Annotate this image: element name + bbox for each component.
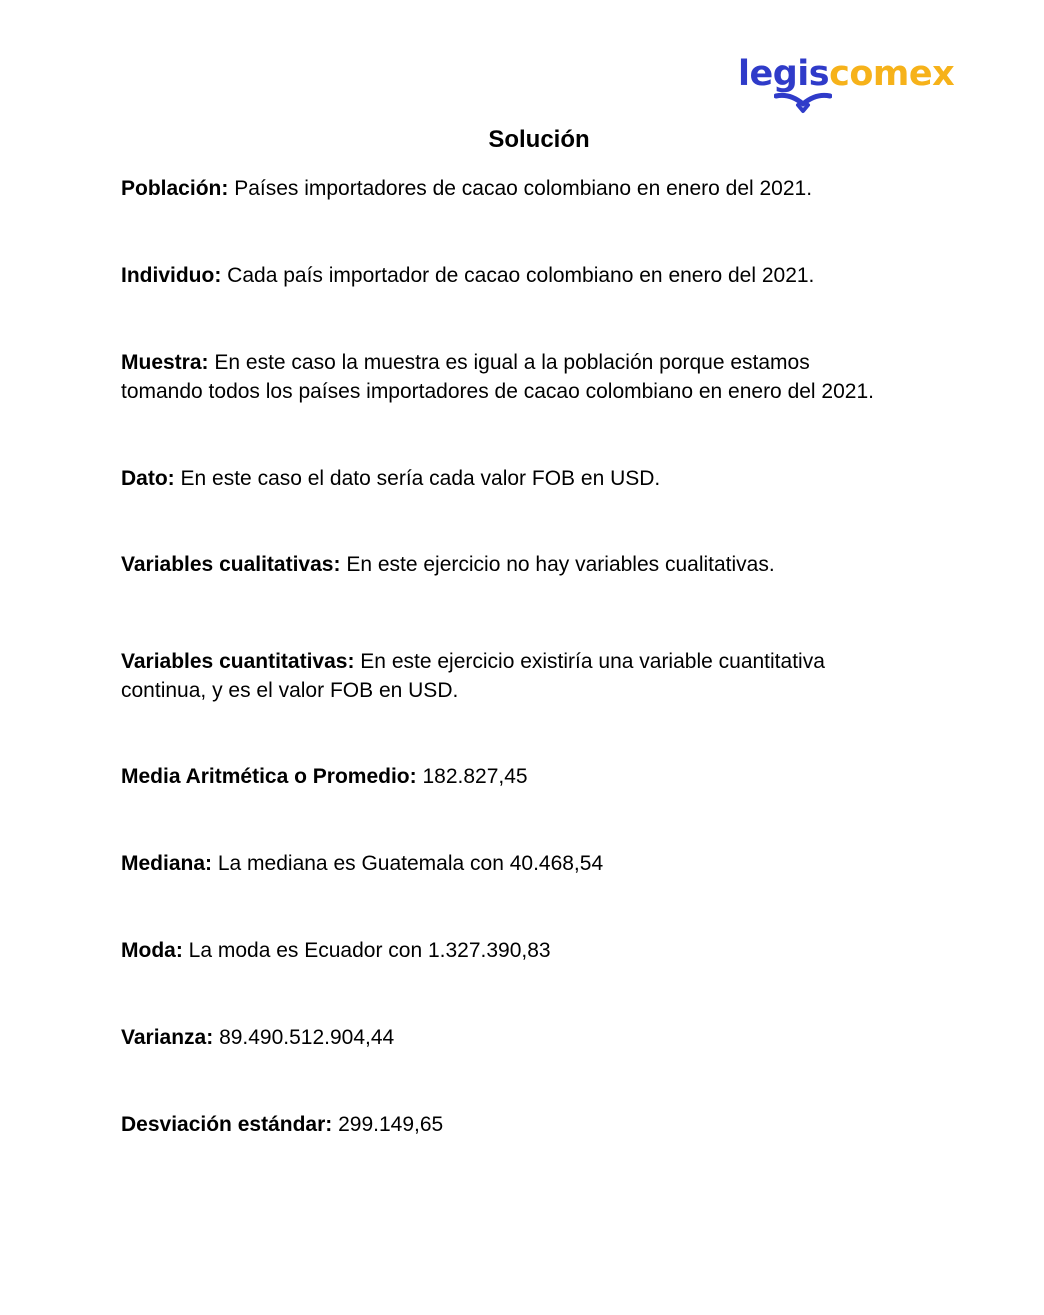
term-label: Varianza: [121,1026,214,1049]
term-label: Variables cuantitativas: [121,650,355,673]
term-label: Población: [121,177,229,200]
definition-individuo [121,261,961,290]
term-text: En este ejercicio no hay variables cualitativas. [346,553,775,576]
term-text: Cada país importador de cacao colombiano en enero del 2021. [227,264,815,287]
term-label: Moda: [121,939,183,962]
term-label: Mediana: [121,852,213,875]
term-text: En este caso la muestra es igual a la población porque estamos [214,351,810,374]
definition-mediana [121,849,961,878]
definition-dato [121,464,961,493]
term-text: 182.827,45 [422,765,528,788]
term-text: En este caso el dato sería cada valor FOB en USD. [180,467,661,490]
term-label: Dato: [121,467,175,490]
term-text: 299.149,65 [338,1113,444,1136]
term-text: La moda es Ecuador con 1.327.390,83 [188,939,551,962]
definition-media [121,762,961,791]
definition-varianza [121,1023,961,1052]
logo-wordmark [738,52,954,96]
logo-part-legis: legis [738,54,830,94]
definition-desviacion-estandar [121,1110,961,1139]
term-label: Muestra: [121,351,209,374]
term-label: Desviación estándar: [121,1113,333,1136]
definition-muestra [121,348,961,406]
term-text-line-2: continua, y es el valor FOB en USD. [121,679,459,702]
definition-poblacion [121,174,961,203]
term-label: Variables cualitativas: [121,553,341,576]
term-label: Individuo: [121,264,222,287]
definition-moda [121,936,961,965]
term-text: Países importadores de cacao colombiano en enero del 2021. [234,177,813,200]
logo-part-comex: comex [829,54,955,94]
definition-variables-cualitativas [121,550,961,579]
term-text: 89.490.512.904,44 [219,1026,395,1049]
term-text: En este ejercicio existiría una variable cuantitativa [360,650,825,673]
term-text-line-2: tomando todos los países importadores de cacao colombiano en enero del 2021. [121,380,874,403]
legiscomex-logo [738,52,955,116]
open-book-icon [774,92,832,114]
definition-variables-cuantitativas [121,647,961,705]
term-label: Media Aritmética o Promedio: [121,765,417,788]
page-title: Solución [488,126,590,153]
term-text: La mediana es Guatemala con 40.468,54 [217,852,604,875]
